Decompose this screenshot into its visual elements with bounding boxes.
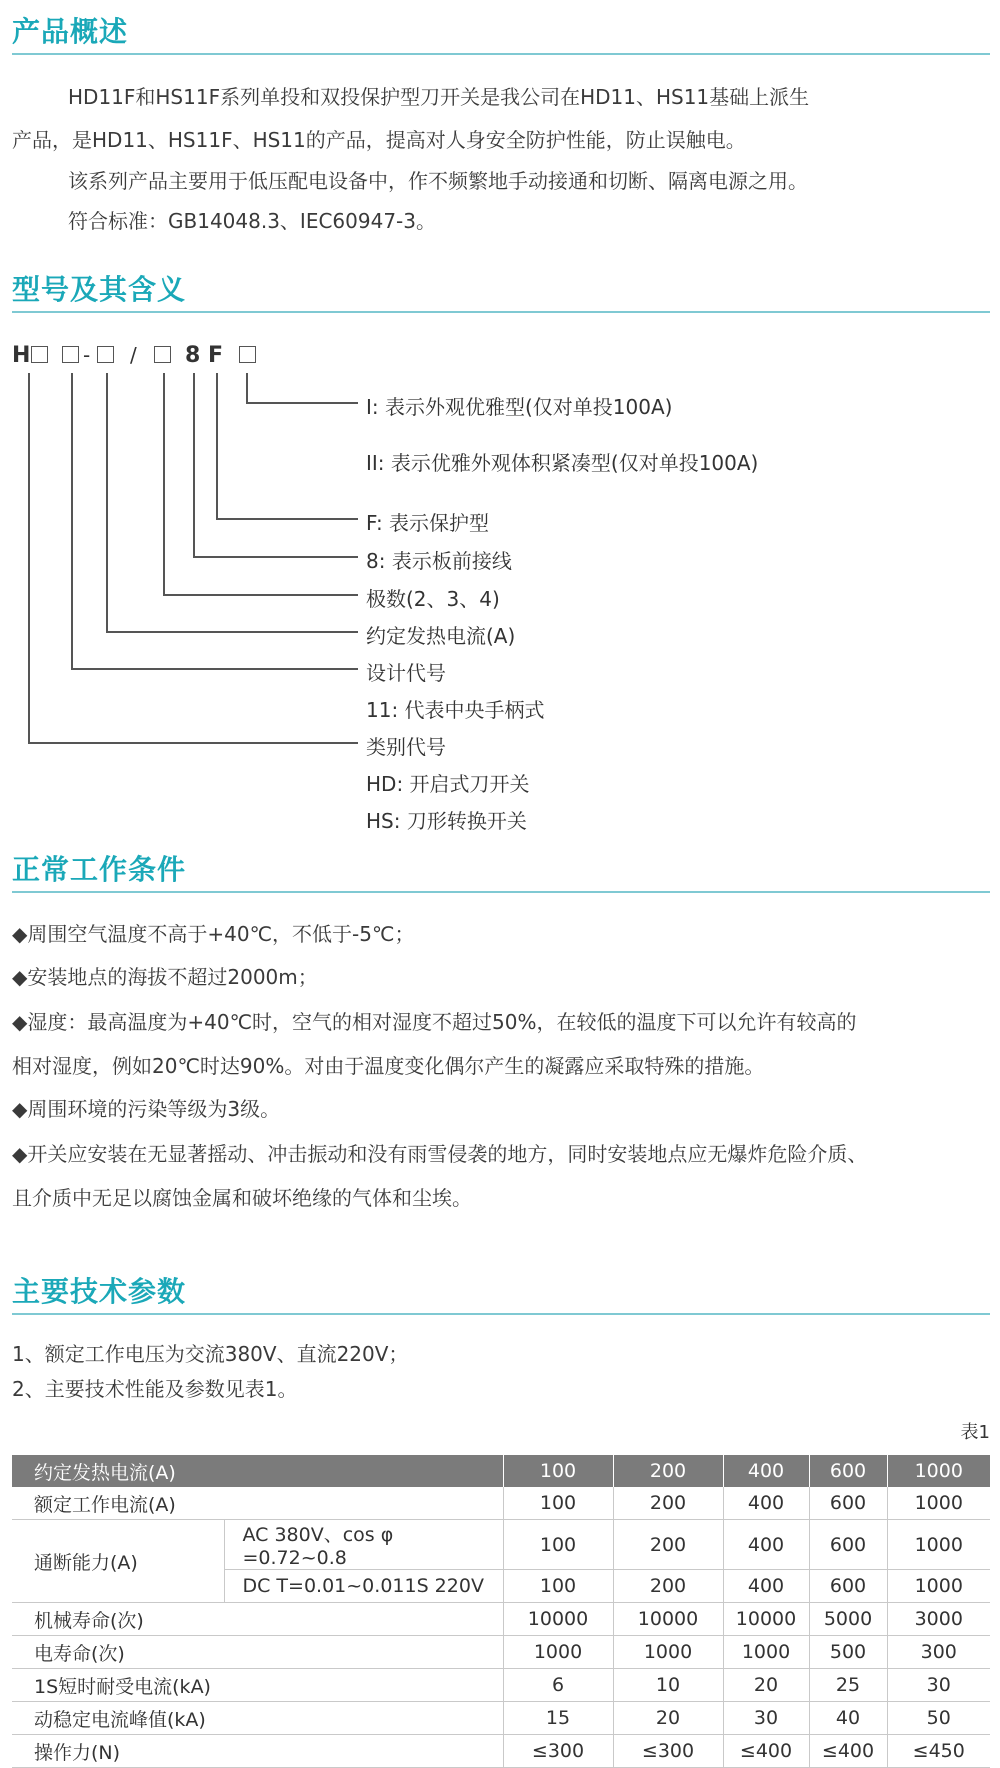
table-cell: 1000 xyxy=(887,1520,990,1570)
table-cell: 100 xyxy=(503,1570,613,1603)
table-cell: 500 xyxy=(809,1636,887,1669)
table-cell: 400 xyxy=(723,1487,809,1520)
table-cell: 3000 xyxy=(887,1603,990,1636)
table-row xyxy=(12,1636,990,1669)
table-row xyxy=(12,1735,990,1768)
table-cell: 1000 xyxy=(723,1636,809,1669)
connector-line xyxy=(106,631,358,633)
section-divider xyxy=(12,1313,990,1315)
table-cell: 20 xyxy=(613,1702,723,1735)
connector-line xyxy=(246,402,358,404)
connector-line xyxy=(28,742,358,744)
table-cell: ≤400 xyxy=(723,1735,809,1768)
table-cell: 10000 xyxy=(723,1603,809,1636)
model-desc-front-wiring: 8: 表示板前接线 xyxy=(366,549,512,573)
condition-humidity-line-1: ◆湿度：最高温度为+40℃时，空气的相对湿度不超过50%，在较低的温度下可以允许有较高的 xyxy=(12,1010,857,1034)
table-cell: 10000 xyxy=(503,1603,613,1636)
table-cell: 300 xyxy=(887,1636,990,1669)
model-desc-category: 类别代号 xyxy=(366,735,446,759)
table-cell: ≤400 xyxy=(809,1735,887,1768)
table-cell: 10 xyxy=(613,1669,723,1702)
parameters-table xyxy=(12,1455,990,1768)
table-row xyxy=(12,1603,990,1636)
connector-line xyxy=(163,594,358,596)
table-cell: 600 xyxy=(809,1487,887,1520)
header-value: 1000 xyxy=(887,1455,990,1487)
code-box-design xyxy=(62,346,79,363)
model-desc-style-i: I: 表示外观优雅型(仅对单投100A) xyxy=(366,395,673,419)
table-cell: ≤300 xyxy=(503,1735,613,1768)
table-cell: ≤300 xyxy=(613,1735,723,1768)
header-value: 600 xyxy=(809,1455,887,1487)
code-box-style xyxy=(239,346,256,363)
section-divider xyxy=(12,311,990,313)
header-value: 400 xyxy=(723,1455,809,1487)
code-letter-f: F xyxy=(208,343,224,368)
section-title-params: 主要技术参数 xyxy=(12,1275,187,1308)
table-cell: 100 xyxy=(503,1487,613,1520)
connector-line xyxy=(71,373,73,669)
overview-paragraph-1-line-2: 产品，是HD11、HS11F、HS11的产品，提高对人身安全防护性能，防止误触电。 xyxy=(12,128,746,152)
condition-installation-line-2: 且介质中无足以腐蚀金属和破坏绝缘的气体和尘埃。 xyxy=(12,1186,472,1210)
table-cell: 6 xyxy=(503,1669,613,1702)
table-cell: 5000 xyxy=(809,1603,887,1636)
table-cell: 400 xyxy=(723,1520,809,1570)
section-title-overview: 产品概述 xyxy=(12,15,129,48)
connector-line xyxy=(246,373,248,403)
table-cell: 400 xyxy=(723,1570,809,1603)
code-box-poles xyxy=(154,346,171,363)
model-desc-style-ii: II: 表示优雅外观体积紧凑型(仅对单投100A) xyxy=(366,451,759,475)
code-letter-h: H xyxy=(12,343,31,368)
overview-paragraph-1-line-1: HD11F和HS11F系列单投和双投保护型刀开关是我公司在HD11、HS11基础上派生 xyxy=(68,85,810,109)
table-cell: 40 xyxy=(809,1702,887,1735)
connector-line xyxy=(28,373,30,743)
section-title-model: 型号及其含义 xyxy=(12,273,187,306)
table-header-row xyxy=(12,1455,990,1487)
table-cell: 600 xyxy=(809,1520,887,1570)
table-cell: 200 xyxy=(613,1487,723,1520)
code-box-current xyxy=(97,346,114,363)
header-label: 约定发热电流(A) xyxy=(12,1455,503,1487)
table-cell: 100 xyxy=(503,1520,613,1570)
row-label: 动稳定电流峰值(kA) xyxy=(12,1702,503,1735)
connector-line xyxy=(106,373,108,632)
model-desc-hd: HD: 开启式刀开关 xyxy=(366,772,530,796)
table-cell: 15 xyxy=(503,1702,613,1735)
table-row xyxy=(12,1702,990,1735)
model-desc-poles: 极数(2、3、4) xyxy=(366,587,500,611)
table-row xyxy=(12,1669,990,1702)
table-cell: 50 xyxy=(887,1702,990,1735)
table-cell: 30 xyxy=(723,1702,809,1735)
condition-pollution: ◆周围环境的污染等级为3级。 xyxy=(12,1097,281,1121)
table-row xyxy=(12,1520,990,1570)
model-desc-hs: HS: 刀形转换开关 xyxy=(366,809,527,833)
table-cell: ≤450 xyxy=(887,1735,990,1768)
row-label: 通断能力(A) xyxy=(12,1520,224,1603)
overview-standard: 符合标准：GB14048.3、IEC60947-3。 xyxy=(68,209,436,233)
connector-line xyxy=(193,373,195,557)
params-item-table-ref: 2、主要技术性能及参数见表1。 xyxy=(12,1377,298,1401)
connector-line xyxy=(216,518,358,520)
code-box-category xyxy=(31,346,48,363)
model-desc-design-code: 设计代号 xyxy=(366,661,446,685)
code-dash: - xyxy=(83,343,91,367)
condition-humidity-line-2: 相对湿度，例如20℃时达90%。对由于温度变化偶尔产生的凝露应采取特殊的措施。 xyxy=(12,1054,765,1078)
row-label: 1S短时耐受电流(kA) xyxy=(12,1669,503,1702)
condition-temperature: ◆周围空气温度不高于+40℃，不低于-5℃； xyxy=(12,922,415,946)
overview-paragraph-2: 该系列产品主要用于低压配电设备中，作不频繁地手动接通和切断、隔离电源之用。 xyxy=(68,169,808,193)
table-cell: 30 xyxy=(887,1669,990,1702)
table-cell: 200 xyxy=(613,1570,723,1603)
section-divider xyxy=(12,891,990,893)
condition-installation-line-1: ◆开关应安装在无显著摇动、冲击振动和没有雨雪侵袭的地方，同时安装地点应无爆炸危险介质、 xyxy=(12,1142,868,1166)
condition-altitude: ◆安装地点的海拔不超过2000m； xyxy=(12,965,318,989)
row-sublabel: DC T=0.01~0.011S 220V xyxy=(224,1570,503,1603)
table-cell: 1000 xyxy=(887,1570,990,1603)
row-label: 机械寿命(次) xyxy=(12,1603,503,1636)
params-item-voltage: 1、额定工作电压为交流380V、直流220V； xyxy=(12,1342,409,1366)
model-desc-center-handle: 11: 代表中央手柄式 xyxy=(366,698,545,722)
table-cell: 1000 xyxy=(503,1636,613,1669)
table-cell: 1000 xyxy=(887,1487,990,1520)
table-cell: 1000 xyxy=(613,1636,723,1669)
table-cell: 20 xyxy=(723,1669,809,1702)
table-caption: 表1 xyxy=(960,1422,990,1443)
code-slash: / xyxy=(130,343,137,367)
section-title-conditions: 正常工作条件 xyxy=(12,853,187,886)
code-digit-8: 8 xyxy=(185,343,201,368)
connector-line xyxy=(163,373,165,595)
connector-line xyxy=(193,556,358,558)
row-label: 额定工作电流(A) xyxy=(12,1487,503,1520)
table-row xyxy=(12,1487,990,1520)
model-desc-current: 约定发热电流(A) xyxy=(366,624,516,648)
table-cell: 200 xyxy=(613,1520,723,1570)
row-sublabel: AC 380V、cos φ =0.72~0.8 xyxy=(224,1520,503,1570)
header-value: 200 xyxy=(613,1455,723,1487)
table-cell: 600 xyxy=(809,1570,887,1603)
section-divider xyxy=(12,53,990,55)
row-label: 电寿命(次) xyxy=(12,1636,503,1669)
model-desc-protective: F: 表示保护型 xyxy=(366,511,490,535)
header-value: 100 xyxy=(503,1455,613,1487)
row-label: 操作力(N) xyxy=(12,1735,503,1768)
table-cell: 10000 xyxy=(613,1603,723,1636)
connector-line xyxy=(71,668,358,670)
table-cell: 25 xyxy=(809,1669,887,1702)
connector-line xyxy=(216,373,218,519)
